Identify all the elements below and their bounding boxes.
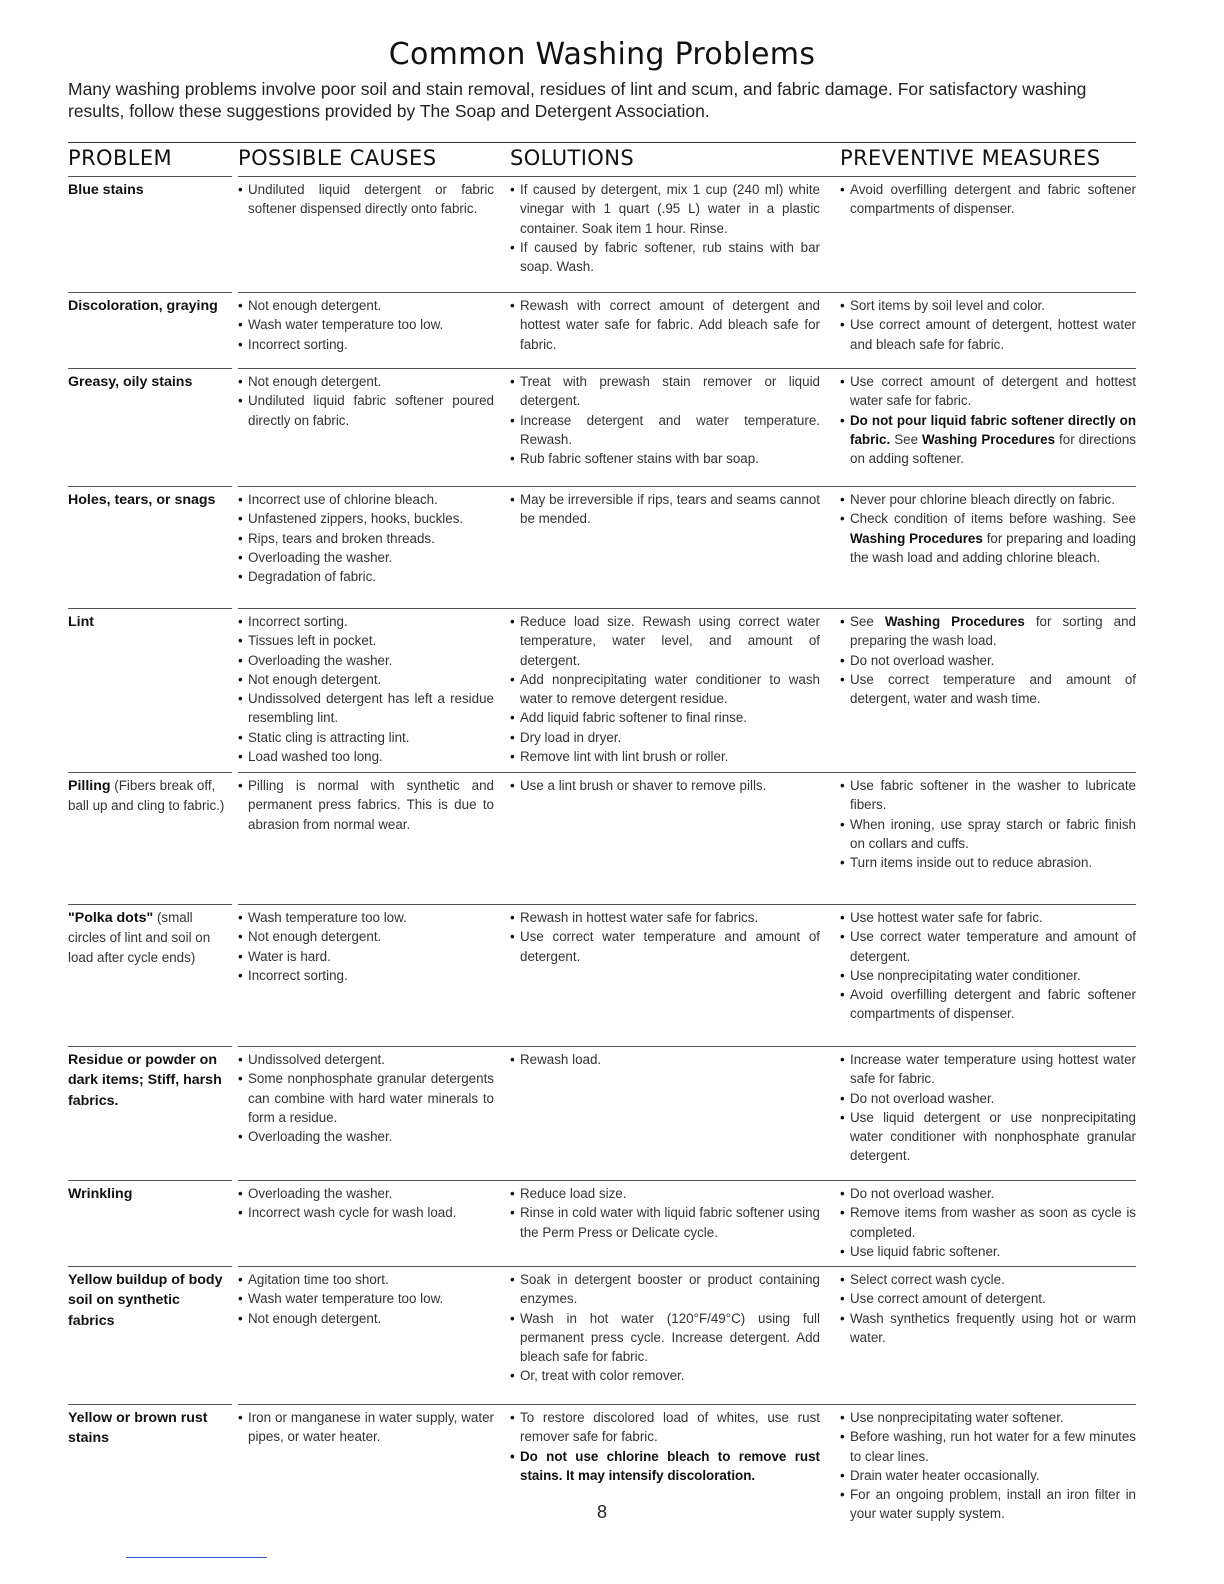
problem-name: Lint xyxy=(68,614,94,630)
page-number: 8 xyxy=(596,1502,607,1522)
solution-item: • Rinse in cold water with liquid fabric softener using the Perm Press or Delicate cycle. xyxy=(510,1203,820,1242)
problem-name: Blue stains xyxy=(68,182,144,198)
row-divider xyxy=(68,1266,232,1267)
preventive-warning: Do not pour liquid fabric softener directly on fabric. xyxy=(850,412,1136,447)
solution-item: • Increase detergent and water temperature. Rewash. xyxy=(510,411,820,450)
cause-item: • Some nonphosphate granular detergents can combine with hard water minerals to form a residue. xyxy=(238,1069,494,1127)
row-divider xyxy=(238,772,1136,773)
footer-link-underline[interactable] xyxy=(126,1557,267,1558)
preventive-text: See xyxy=(850,614,874,629)
row-divider xyxy=(68,368,232,369)
cause-item: • Not enough detergent. xyxy=(238,372,494,391)
cause-item: • Tissues left in pocket. xyxy=(238,631,494,650)
header-problem: PROBLEM xyxy=(68,146,173,170)
problem-name: Discoloration, graying xyxy=(68,298,218,314)
problem-cell xyxy=(68,1270,228,1331)
header-rule xyxy=(68,142,1136,143)
cause-item: • Load washed too long. xyxy=(238,747,494,766)
solution-item: • Soak in detergent booster or product containing enzymes. xyxy=(510,1270,820,1309)
solutions-cell xyxy=(510,296,820,354)
causes-cell xyxy=(238,1408,494,1447)
cause-item: • Incorrect sorting. xyxy=(238,966,494,985)
cause-item: • Overloading the washer. xyxy=(238,548,494,567)
row-divider xyxy=(68,904,232,905)
causes-cell xyxy=(238,1184,494,1223)
solutions-cell xyxy=(510,1184,820,1242)
solution-item: • Use correct water temperature and amount of detergent. xyxy=(510,927,820,966)
causes-cell xyxy=(238,908,494,985)
preventive-cell xyxy=(840,372,1136,468)
row-divider xyxy=(68,772,232,773)
cause-item: • Overloading the washer. xyxy=(238,1127,494,1146)
cause-item: • Undiluted liquid fabric softener poured directly on fabric. xyxy=(238,391,494,430)
preventive-item xyxy=(840,509,1136,567)
row-divider xyxy=(238,1180,1136,1181)
problem-cell xyxy=(68,372,228,392)
preventive-text: for sorting and preparing the wash load. xyxy=(850,614,1136,649)
solution-item: • Add nonprecipitating water conditioner to wash water to remove detergent residue. xyxy=(510,670,820,709)
washing-procedures-reference: Washing Procedures xyxy=(850,530,983,546)
solutions-cell xyxy=(510,612,820,766)
row-divider xyxy=(238,176,1136,177)
solution-item: • Use a lint brush or shaver to remove pills. xyxy=(510,776,820,795)
solution-item: • Wash in hot water (120°F/49°C) using full permanent press cycle. Increase detergent. Add bleach safe for fabric. xyxy=(510,1309,820,1367)
solution-item: • Treat with prewash stain remover or liquid detergent. xyxy=(510,372,820,411)
cause-item: • Incorrect use of chlorine bleach. xyxy=(238,490,494,509)
causes-cell xyxy=(238,612,494,766)
solution-item: • Dry load in dryer. xyxy=(510,728,820,747)
preventive-item: • Do not overload washer. xyxy=(840,651,1136,670)
cause-item: • Overloading the washer. xyxy=(238,1184,494,1203)
problem-name: Greasy, oily stains xyxy=(68,374,193,390)
cause-item: • Not enough detergent. xyxy=(238,296,494,315)
problem-cell xyxy=(68,1408,228,1449)
row-divider xyxy=(238,1046,1136,1047)
intro-paragraph: Many washing problems involve poor soil and stain removal, residues of lint and scum, and fabric damage. For satisfactory washing results, follow these suggestions provided by The Soap and Detergent Association. xyxy=(68,79,1087,121)
row-divider xyxy=(68,608,232,609)
solution-item: • Add liquid fabric softener to final rinse. xyxy=(510,708,820,727)
preventive-item: • Use nonprecipitating water conditioner. xyxy=(840,966,1136,985)
preventive-item: • Use hottest water safe for fabric. xyxy=(840,908,1136,927)
preventive-item: • Increase water temperature using hottest water safe for fabric. xyxy=(840,1050,1136,1089)
cause-item: • Undissolved detergent has left a residue resembling lint. xyxy=(238,689,494,728)
preventive-item: • Sort items by soil level and color. xyxy=(840,296,1136,315)
cause-item: • Incorrect sorting. xyxy=(238,612,494,631)
solutions-cell xyxy=(510,1408,820,1485)
problem-note: (Fibers break off, ball up and cling to fabric.) xyxy=(68,778,225,814)
row-divider xyxy=(238,292,1136,293)
causes-cell xyxy=(238,180,494,219)
preventive-item: • Use correct water temperature and amount of detergent. xyxy=(840,927,1136,966)
preventive-item: • Do not overload washer. xyxy=(840,1089,1136,1108)
document-page xyxy=(68,36,1136,1522)
cause-item: • Water is hard. xyxy=(238,947,494,966)
cause-item: • Incorrect wash cycle for wash load. xyxy=(238,1203,494,1222)
preventive-text: for directions on adding softener. xyxy=(850,431,1136,467)
problem-note: (small circles of lint and soil on load after cycle ends) xyxy=(68,910,211,965)
solution-item: • Rewash load. xyxy=(510,1050,820,1069)
preventive-item: • Turn items inside out to reduce abrasion. xyxy=(840,853,1136,872)
preventive-cell xyxy=(840,1270,1136,1347)
solutions-cell xyxy=(510,1270,820,1386)
preventive-cell xyxy=(840,296,1136,354)
preventive-item: • For an ongoing problem, install an iron filter in your water supply system. xyxy=(840,1485,1136,1524)
washing-procedures-reference: Washing Procedures xyxy=(922,431,1056,447)
row-divider xyxy=(238,904,1136,905)
row-divider xyxy=(68,1180,232,1181)
cause-item: • Wash temperature too low. xyxy=(238,908,494,927)
cause-item: • Undiluted liquid detergent or fabric softener dispensed directly onto fabric. xyxy=(238,180,494,219)
causes-cell xyxy=(238,1050,494,1146)
solution-item: • If caused by fabric softener, rub stains with bar soap. Wash. xyxy=(510,238,820,277)
problem-name: Yellow or brown rust stains xyxy=(68,1410,208,1447)
problem-cell xyxy=(68,908,228,967)
cause-item: • Unfastened zippers, hooks, buckles. xyxy=(238,509,494,528)
cause-item: • Incorrect sorting. xyxy=(238,335,494,354)
problem-name: Residue or powder on dark items; Stiff, harsh fabrics. xyxy=(68,1052,222,1109)
row-divider xyxy=(68,486,232,487)
causes-cell xyxy=(238,1270,494,1328)
cause-item: • Undissolved detergent. xyxy=(238,1050,494,1069)
causes-cell xyxy=(238,372,494,430)
cause-item: • Not enough detergent. xyxy=(238,670,494,689)
preventive-text: for preparing and loading the wash load and adding chlorine bleach. xyxy=(850,530,1136,565)
washing-procedures-reference: Washing Procedures xyxy=(884,614,1025,629)
problem-cell xyxy=(68,490,228,510)
causes-cell xyxy=(238,490,494,586)
problem-cell xyxy=(68,180,228,200)
problem-name: Pilling xyxy=(68,778,111,794)
problem-name: Wrinkling xyxy=(68,1186,133,1202)
cause-item: • Pilling is normal with synthetic and permanent press fabrics. This is due to abrasion from normal wear. xyxy=(238,776,494,834)
solution-item: • May be irreversible if rips, tears and seams cannot be mended. xyxy=(510,490,820,529)
page-title: Common Washing Problems xyxy=(388,37,816,72)
preventive-item xyxy=(840,411,1136,469)
solutions-cell xyxy=(510,490,820,529)
preventive-item: • Use fabric softener in the washer to lubricate fibers. xyxy=(840,776,1136,815)
row-divider xyxy=(68,292,232,293)
preventive-cell xyxy=(840,1050,1136,1166)
row-divider xyxy=(238,1404,1136,1405)
preventive-item: • When ironing, use spray starch or fabric finish on collars and cuffs. xyxy=(840,815,1136,854)
solutions-cell xyxy=(510,372,820,468)
problem-name: Yellow buildup of body soil on synthetic fabrics xyxy=(68,1272,223,1329)
preventive-item: • Never pour chlorine bleach directly on fabric. xyxy=(840,490,1136,509)
preventive-item: • Use liquid detergent or use nonprecipitating water conditioner with nonphosphate granular detergent. xyxy=(840,1108,1136,1166)
preventive-item: • Use correct amount of detergent and hottest water safe for fabric. xyxy=(840,372,1136,411)
preventive-cell xyxy=(840,612,1136,708)
solution-item: • Rewash with correct amount of detergent and hottest water safe for fabric. Add bleach safe for fabric. xyxy=(510,296,820,354)
row-divider xyxy=(238,1266,1136,1267)
preventive-item: • Avoid overfilling detergent and fabric softener compartments of dispenser. xyxy=(840,180,1136,219)
preventive-item xyxy=(840,612,1136,651)
preventive-item: • Drain water heater occasionally. xyxy=(840,1466,1136,1485)
preventive-item: • Do not overload washer. xyxy=(840,1184,1136,1203)
problem-cell xyxy=(68,296,228,316)
cause-item: • Degradation of fabric. xyxy=(238,567,494,586)
header-possible-causes: POSSIBLE CAUSES xyxy=(238,146,437,170)
row-divider xyxy=(68,176,232,177)
preventive-item: • Use liquid fabric softener. xyxy=(840,1242,1136,1261)
row-divider xyxy=(238,608,1136,609)
solution-item: • To restore discolored load of whites, use rust remover safe for fabric. xyxy=(510,1408,820,1447)
solution-item: • If caused by detergent, mix 1 cup (240 ml) white vinegar with 1 quart (.95 L) water in a plastic container. Soak item 1 hour. Rinse. xyxy=(510,180,820,238)
preventive-text: Check condition of items before washing. See xyxy=(850,511,1136,527)
solution-warning: • Do not use chlorine bleach to remove rust stains. It may intensify discoloration. xyxy=(510,1447,820,1486)
solution-item: • Reduce load size. xyxy=(510,1184,820,1203)
solution-item: • Or, treat with color remover. xyxy=(510,1366,820,1385)
problem-name: Holes, tears, or snags xyxy=(68,492,216,508)
preventive-item: • Use nonprecipitating water softener. xyxy=(840,1408,1136,1427)
solutions-cell xyxy=(510,908,820,966)
problem-name: "Polka dots" xyxy=(68,910,154,926)
preventive-item: • Use correct amount of detergent, hottest water and bleach safe for fabric. xyxy=(840,315,1136,354)
cause-item: • Overloading the washer. xyxy=(238,651,494,670)
preventive-cell xyxy=(840,908,1136,1024)
preventive-cell xyxy=(840,1184,1136,1261)
solution-item: • Remove lint with lint brush or roller. xyxy=(510,747,820,766)
row-divider xyxy=(238,368,1136,369)
preventive-text: See xyxy=(894,431,919,447)
preventive-item: • Before washing, run hot water for a few minutes to clear lines. xyxy=(840,1427,1136,1466)
preventive-item: • Use correct temperature and amount of detergent, water and wash time. xyxy=(840,670,1136,709)
problem-cell xyxy=(68,1184,228,1204)
problem-cell xyxy=(68,612,228,632)
solutions-cell xyxy=(510,1050,820,1069)
header-solutions: SOLUTIONS xyxy=(510,146,635,170)
cause-item: • Wash water temperature too low. xyxy=(238,1289,494,1308)
cause-item: • Rips, tears and broken threads. xyxy=(238,529,494,548)
cause-item: • Wash water temperature too low. xyxy=(238,315,494,334)
preventive-cell xyxy=(840,180,1136,219)
preventive-item: • Avoid overfilling detergent and fabric softener compartments of dispenser. xyxy=(840,985,1136,1024)
preventive-cell xyxy=(840,490,1136,567)
preventive-item: • Remove items from washer as soon as cycle is completed. xyxy=(840,1203,1136,1242)
cause-item: • Static cling is attracting lint. xyxy=(238,728,494,747)
preventive-cell xyxy=(840,776,1136,872)
preventive-item: • Select correct wash cycle. xyxy=(840,1270,1136,1289)
header-preventive-measures: PREVENTIVE MEASURES xyxy=(840,146,1101,170)
solution-item: • Reduce load size. Rewash using correct water temperature, water level, and amount of detergent. xyxy=(510,612,820,670)
row-divider xyxy=(68,1404,232,1405)
solutions-cell xyxy=(510,180,820,276)
solutions-cell xyxy=(510,776,820,795)
cause-item: • Iron or manganese in water supply, water pipes, or water heater. xyxy=(238,1408,494,1447)
solution-item: • Rub fabric softener stains with bar soap. xyxy=(510,449,820,468)
causes-cell xyxy=(238,296,494,354)
problem-cell xyxy=(68,776,228,816)
cause-item: • Not enough detergent. xyxy=(238,1309,494,1328)
solution-item: • Rewash in hottest water safe for fabrics. xyxy=(510,908,820,927)
row-divider xyxy=(238,486,1136,487)
preventive-item: • Wash synthetics frequently using hot or warm water. xyxy=(840,1309,1136,1348)
cause-item: • Agitation time too short. xyxy=(238,1270,494,1289)
row-divider xyxy=(68,1046,232,1047)
cause-item: • Not enough detergent. xyxy=(238,927,494,946)
causes-cell xyxy=(238,776,494,834)
preventive-item: • Use correct amount of detergent. xyxy=(840,1289,1136,1308)
problem-cell xyxy=(68,1050,228,1111)
